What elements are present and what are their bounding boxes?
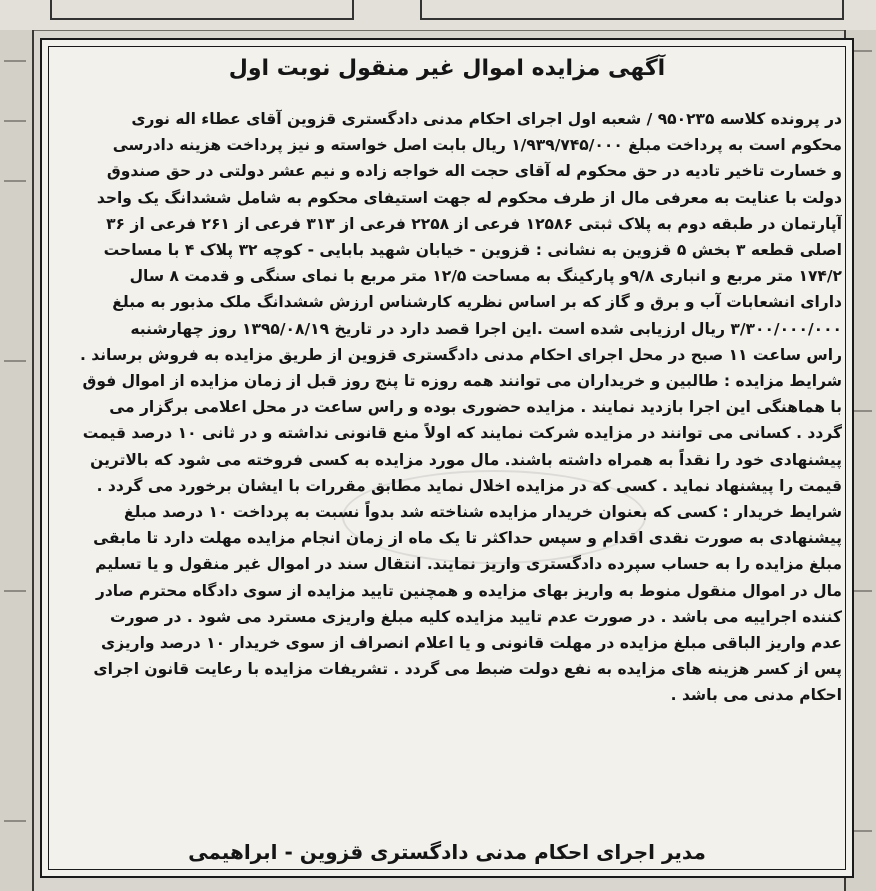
notice-line: کننده اجراییه می باشد . در صورت عدم تایید مزایده کلیه مبلغ واریزی مسترد می شود . در صورت [110, 607, 842, 626]
notice-line: ۱۷۴/۲ متر مربع و انباری ۹/۸و پارکینگ به مساحت ۱۲/۵ متر مربع با نمای سنگی و قدمت ۸ سال [129, 267, 842, 286]
notice-line: دولت با عنایت به معرفی مال از طرف محکوم له جهت استیفای محکوم به شامل ششدانگ یک واحد [96, 188, 842, 207]
notice-line: و خسارت تاخیر تادیه در حق محکوم له آقای حجت اله خواجه زاده و نیم عشر دولتی در حق صندوق [106, 162, 842, 181]
notice-line: محکوم است به پرداخت مبلغ ۱/۹۳۹/۷۴۵/۰۰۰ ریال بابت اصل خواسته و نیز پرداخت هزینه دادرسی [112, 136, 842, 155]
adjacent-ad-border [420, 0, 844, 20]
notice-line: ۳/۳۰۰/۰۰۰/۰۰۰ ریال ارزیابی شده است .این اجرا قصد دارد در تاریخ ۱۳۹۵/۰۸/۱۹ روز چهارشنبه [130, 319, 842, 338]
notice-line: پیشنهادی خود را نقداً به همراه داشته باشند. مال مورد مزایده به کسی فروخته می شود که بالاترین [90, 450, 842, 469]
notice-line: آپارتمان در طبقه دوم به پلاک ثبتی ۱۲۵۸۶ فرعی از ۲۲۵۸ فرعی از ۳۱۳ فرعی از ۲۶۱ فرعی از ۳۶ [106, 214, 842, 233]
notice-line: قیمت را پیشنهاد نماید . کسی که در مزایده اخلال نماید مطابق مقررات با ایشان برخورد می گردد . [96, 476, 842, 495]
adjacent-ad-strip [0, 0, 876, 31]
auction-notice [40, 38, 854, 878]
left-margin-column [0, 30, 34, 891]
notice-line: عدم واریز الباقی مبلغ مزایده در مهلت قانونی و یا اعلام انصراف از سوی خریدار ۱۰ درصد واریزی [100, 634, 842, 653]
notice-line: پس از کسر هزینه های مزایده به نفع دولت ضبط می گردد . تشریفات مزایده با رعایت قانون اجرای [93, 660, 842, 679]
notice-line: پیشنهادی به صورت نقدی اقدام و سپس حداکثر تا یک ماه از زمان انجام مزایده مهلت دارد تا مابقی [93, 529, 842, 548]
notice-line: اصلی قطعه ۳ بخش ۵ قزوین به نشانی : قزوین - خیابان شهید بابایی - کوچه ۳۲ پلاک ۴ با مساحت [103, 241, 842, 260]
notice-line: با هماهنگی این اجرا بازدید نمایند . مزایده حضوری بوده و راس ساعت در محل اعلامی برگزار می [109, 398, 842, 417]
notice-title: آگهی مزایده اموال غیر منقول نوبت اول [228, 56, 666, 81]
notice-body [52, 106, 842, 709]
notice-line: گردد . کسانی می توانند در مزایده شرکت نمایند که اولاً منع قانونی نداشته و در ثانی ۱۰ درصد قیمت [82, 424, 842, 443]
notice-line: احکام مدنی می باشد . [670, 686, 842, 705]
notice-line: شرایط خریدار : کسی که بعنوان خریدار مزایده شناخته شد بدواً نسبت به پرداخت ۱۰ درصد مبلغ [124, 503, 842, 522]
notice-line: راس ساعت ۱۱ صبح در محل اجرای احکام مدنی دادگستری قزوین از طریق مزایده به فروش برساند . [79, 345, 842, 364]
notice-line: مال در اموال منقول منوط به واریز بهای مزایده و همچنین تایید مزایده از سوی دادگاه محترم صادر [95, 581, 842, 600]
notice-line: در پرونده کلاسه ۹۵۰۲۳۵ / شعبه اول اجرای احکام مدنی دادگستری قزوین آقای عطاء اله نوری [131, 110, 842, 128]
notice-signature: مدیر اجرای احکام مدنی دادگستری قزوین - ابراهیمی [188, 840, 706, 864]
notice-line: دارای انشعابات آب و برق و گاز که بر اساس نظریه کارشناس ارزش ششدانگ ملک مذبور به مبلغ [112, 293, 842, 312]
notice-line: مبلغ مزایده را به حساب سپرده دادگستری واریز نمایند. انتقال سند در اموال غیر منقول و یا تسلیم [95, 555, 842, 574]
notice-line: شرایط مزایده : طالبین و خریداران می توانند همه روزه تا پنج روز قبل از زمان مزایده از اموال فوق [82, 372, 842, 391]
adjacent-ad-border [50, 0, 354, 20]
